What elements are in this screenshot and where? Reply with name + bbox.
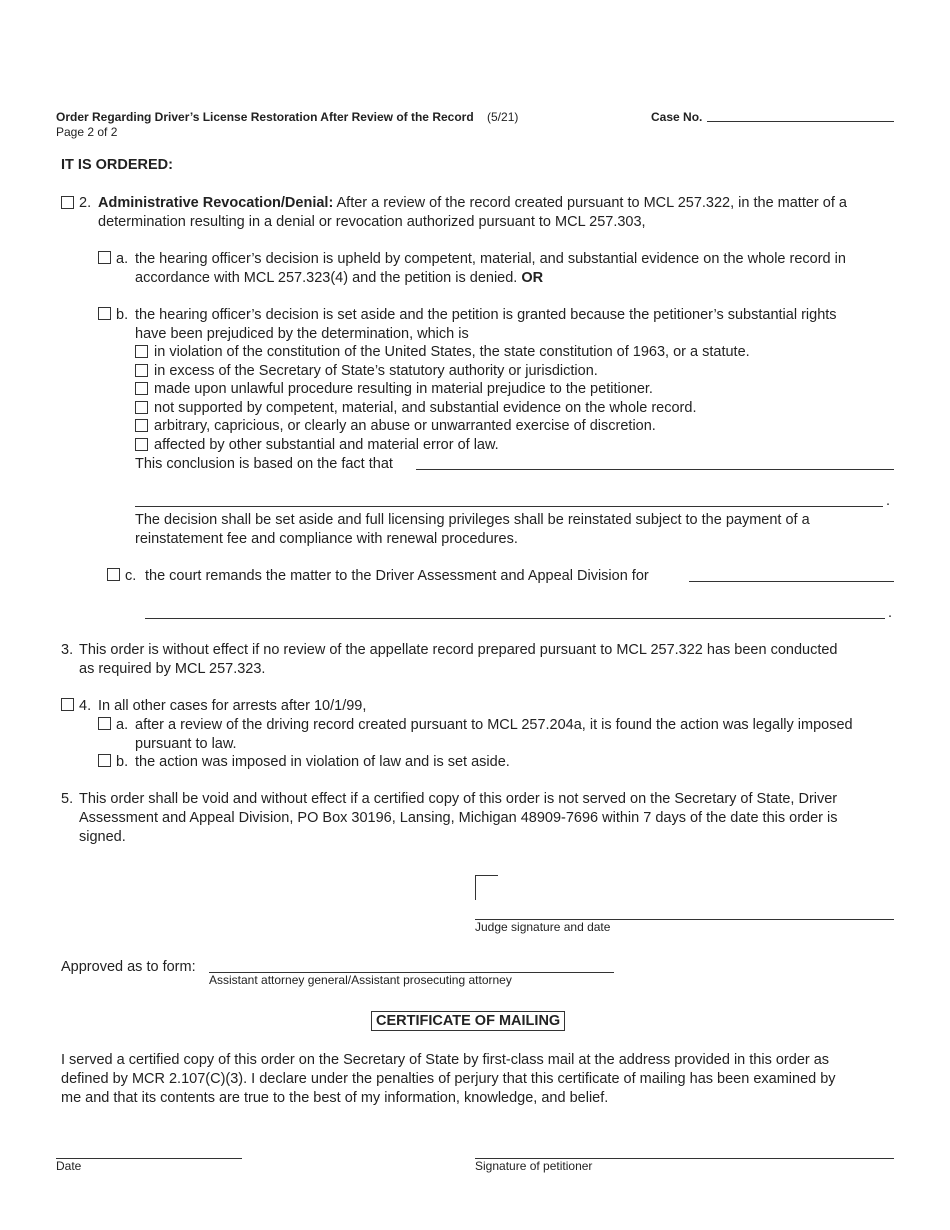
conclusion-period: . [886, 493, 891, 509]
approved-label: Approved as to form: [61, 959, 196, 975]
item4a-line1: after a review of the driving record created pursuant to MCL 257.204a, it is found the action was legally imposed [135, 717, 853, 733]
conclusion-label: This conclusion is based on the fact that [135, 456, 393, 472]
option-checkbox-excess-authority[interactable] [135, 364, 148, 377]
item5-line2: Assessment and Appeal Division, PO Box 30196, Lansing, Michigan 48909-7696 within 7 days of the date this order is [79, 810, 838, 826]
item2c-checkbox[interactable] [107, 568, 120, 581]
item2a-checkbox[interactable] [98, 251, 111, 264]
conclusion-field-line2[interactable] [135, 506, 883, 507]
form-title: Order Regarding Driver’s License Restoration After Review of the Record (5/21) [56, 110, 519, 124]
item2-number: 2. [79, 195, 92, 211]
date-label: Date [56, 1159, 82, 1173]
item2-title: Administrative Revocation/Denial: [98, 195, 334, 211]
option-checkbox-other-error[interactable] [135, 438, 148, 451]
option-other-error: affected by other substantial and material error of law. [154, 437, 499, 453]
item2c-letter: c. [125, 568, 137, 584]
item2a-line1: the hearing officer’s decision is upheld by competent, material, and substantial evidence on the whole record in [135, 251, 846, 267]
judge-signature-label: Judge signature and date [475, 920, 611, 934]
approved-sublabel: Assistant attorney general/Assistant prosecuting attorney [209, 973, 512, 987]
item4b-checkbox[interactable] [98, 754, 111, 767]
option-constitution: in violation of the constitution of the United States, the state constitution of 1963, or a statute. [154, 344, 750, 360]
item2-text-line2: determination resulting in a denial or revocation authorized pursuant to MCL 257.303, [98, 214, 646, 230]
option-checkbox-not-supported[interactable] [135, 401, 148, 414]
item5-line1: This order shall be void and without effect if a certified copy of this order is not served on the Secretary of State, Driver [79, 791, 838, 807]
certificate-title: CERTIFICATE OF MAILING [371, 1011, 565, 1031]
item4-text: In all other cases for arrests after 10/1/99, [98, 698, 367, 714]
option-checkbox-constitution[interactable] [135, 345, 148, 358]
item2c-text: the court remands the matter to the Driver Assessment and Appeal Division for [145, 568, 649, 584]
date-field[interactable] [56, 1158, 242, 1159]
item4a-line2: pursuant to law. [135, 736, 237, 752]
case-no-label: Case No. [651, 110, 703, 124]
item4a-letter: a. [116, 717, 129, 733]
item2-checkbox[interactable] [61, 196, 74, 209]
item5-line3: signed. [79, 829, 126, 845]
petitioner-signature-label: Signature of petitioner [475, 1159, 593, 1173]
item3-number: 3. [61, 642, 74, 658]
item2b-line1: the hearing officer’s decision is set aside and the petition is granted because the petitioner’s substantial rights [135, 307, 837, 323]
option-excess-authority: in excess of the Secretary of State’s statutory authority or jurisdiction. [154, 363, 598, 379]
page-number: Page 2 of 2 [56, 125, 118, 139]
option-checkbox-unlawful-procedure[interactable] [135, 382, 148, 395]
option-arbitrary: arbitrary, capricious, or clearly an abuse or unwarranted exercise of discretion. [154, 418, 656, 434]
remand-period: . [888, 605, 893, 621]
remand-field-line1[interactable] [689, 581, 894, 582]
decision-line2: reinstatement fee and compliance with renewal procedures. [135, 531, 518, 547]
item4a-checkbox[interactable] [98, 717, 111, 730]
certificate-line3: me and that its contents are true to the best of my information, knowledge, and belief. [61, 1090, 609, 1106]
case-no-field[interactable] [707, 121, 894, 122]
item4b-text: the action was imposed in violation of law and is set aside. [135, 754, 510, 770]
or-label: OR [521, 270, 544, 286]
item2a-line2: accordance with MCL 257.323(4) and the petition is denied. OR [135, 270, 544, 286]
option-unlawful-procedure: made upon unlawful procedure resulting in material prejudice to the petitioner. [154, 381, 653, 397]
certificate-line2: defined by MCR 2.107(C)(3). I declare under the penalties of perjury that this certificate of mailing has been examined by [61, 1071, 836, 1087]
item4b-letter: b. [116, 754, 129, 770]
item2a-letter: a. [116, 251, 129, 267]
ordered-heading: IT IS ORDERED: [61, 157, 173, 173]
item2b-checkbox[interactable] [98, 307, 111, 320]
item3-line1: This order is without effect if no review of the appellate record prepared pursuant to MCL 257.322 has been conducted [79, 642, 838, 658]
item4-checkbox[interactable] [61, 698, 74, 711]
item2-text-line1: Administrative Revocation/Denial: After a review of the record created pursuant to MCL 257.322, in the matter of a [98, 195, 847, 211]
item4-number: 4. [79, 698, 92, 714]
item2b-line2: have been prejudiced by the determination, which is [135, 326, 469, 342]
certificate-line1: I served a certified copy of this order on the Secretary of State by first-class mail at the address provided in this order as [61, 1052, 830, 1068]
form-version: (5/21) [487, 110, 519, 124]
remand-field-line2[interactable] [145, 618, 885, 619]
seal-corner-mark [475, 875, 498, 900]
item5-number: 5. [61, 791, 74, 807]
item3-line2: as required by MCL 257.323. [79, 661, 266, 677]
decision-line1: The decision shall be set aside and full licensing privileges shall be reinstated subject to the payment of a [135, 512, 810, 528]
option-checkbox-arbitrary[interactable] [135, 419, 148, 432]
conclusion-field-line1[interactable] [416, 469, 894, 470]
option-not-supported: not supported by competent, material, and substantial evidence on the whole record. [154, 400, 697, 416]
item2b-letter: b. [116, 307, 129, 323]
